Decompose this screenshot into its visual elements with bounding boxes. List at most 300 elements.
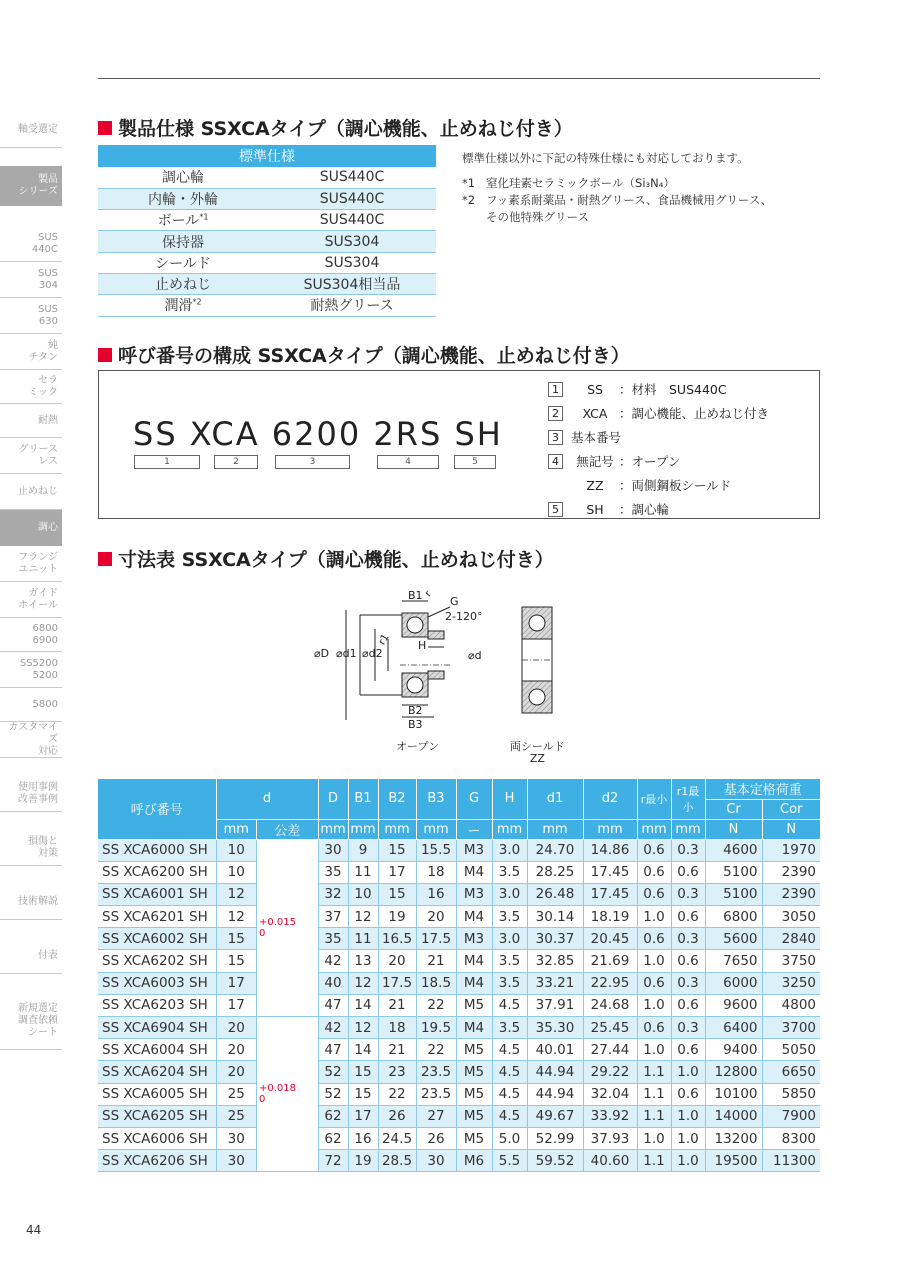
value-cell: 21.69 (583, 950, 637, 972)
nav-item-label: グリース レス (18, 443, 58, 467)
dimension-table (98, 779, 820, 1172)
value-cell: 16 (348, 1127, 378, 1149)
value-cell: 0.6 (637, 861, 671, 883)
value-cell: 6800 (705, 906, 762, 928)
value-cell: 21 (416, 950, 456, 972)
value-cell: 23.5 (416, 1061, 456, 1083)
col-D: D (318, 779, 348, 819)
table-row (98, 950, 820, 972)
designation-item-code: SS (587, 381, 603, 397)
value-cell: 5050 (762, 1039, 820, 1061)
spec-key (98, 273, 268, 294)
page-number: 44 (26, 1223, 42, 1237)
spec-row (98, 252, 436, 273)
nav-item[interactable] (0, 474, 62, 510)
spec-title: 製品仕様 SSXCAタイプ（調心機能、止めねじ付き） (118, 118, 573, 140)
value-cell: 2840 (762, 928, 820, 950)
value-cell: 14 (348, 994, 378, 1016)
label-b2: B2 (408, 704, 423, 717)
value-cell: 17 (216, 972, 256, 994)
value-cell: 17 (378, 861, 416, 883)
designation-item-code: XCA (582, 405, 608, 421)
spec-notes-intro: 標準仕様以外に下記の特殊仕様にも対応しております。 (462, 151, 749, 165)
part-number-cell: SS XCA6005 SH (98, 1083, 216, 1105)
value-cell: 37.93 (583, 1127, 637, 1149)
spec-value: SUS304相当品 (268, 273, 436, 294)
nav-item-label: 純 チタン (28, 339, 58, 363)
value-cell: 30 (318, 839, 348, 861)
nav-item[interactable] (0, 992, 62, 1050)
designation-item-code: SH (586, 501, 604, 517)
spec-row (98, 273, 436, 294)
designation-item (548, 401, 769, 425)
nav-item-label: SUS 304 (37, 267, 58, 291)
value-cell: 14 (348, 1039, 378, 1061)
value-cell: 15 (378, 883, 416, 905)
spec-key (98, 252, 268, 273)
spec-table-header: 標準仕様 (98, 145, 436, 167)
col-d: d (216, 779, 318, 819)
nav-item[interactable] (0, 404, 62, 438)
value-cell: 4.5 (492, 1061, 527, 1083)
caption-open: オープン (396, 740, 440, 753)
value-cell: 0.6 (637, 928, 671, 950)
col-cr: Cr (705, 799, 762, 819)
col-cor: Cor (762, 799, 820, 819)
value-cell: 40 (318, 972, 348, 994)
value-cell: 24.68 (583, 994, 637, 1016)
value-cell: 2390 (762, 861, 820, 883)
value-cell: 3050 (762, 906, 820, 928)
value-cell: 3.5 (492, 972, 527, 994)
value-cell: M3 (456, 839, 492, 861)
value-cell: 1.0 (637, 994, 671, 1016)
designation-item-number: 5 (548, 502, 563, 517)
value-cell: 5.5 (492, 1150, 527, 1172)
designation-item-code: ZZ (586, 477, 604, 493)
designation-title: 呼び番号の構成 SSXCAタイプ（調心機能、止めねじ付き） (118, 345, 630, 367)
nav-item[interactable] (0, 618, 62, 652)
nav-item[interactable] (0, 688, 62, 722)
value-cell: 19 (378, 906, 416, 928)
code-part-box: 4 (377, 455, 439, 469)
value-cell: 3.0 (492, 883, 527, 905)
value-cell: 40.01 (527, 1039, 583, 1061)
label-d: ⌀d (468, 649, 482, 662)
part-number-cell: SS XCA6200 SH (98, 861, 216, 883)
spec-row (98, 188, 436, 209)
value-cell: 35 (318, 928, 348, 950)
value-cell: 26.48 (527, 883, 583, 905)
nav-item-label: SS5200 5200 (19, 657, 58, 681)
value-cell: 23.5 (416, 1083, 456, 1105)
dimension-heading (98, 545, 554, 572)
value-cell: 4600 (705, 839, 762, 861)
value-cell: 40.60 (583, 1150, 637, 1172)
table-row (98, 928, 820, 950)
value-cell: 24.5 (378, 1127, 416, 1149)
value-cell: 12800 (705, 1061, 762, 1083)
spec-key-text: 内輪・外輪 (148, 191, 218, 208)
value-cell: 14000 (705, 1105, 762, 1127)
nav-item[interactable] (0, 510, 62, 546)
spec-key-text: ボール (157, 213, 200, 230)
unit-cell: N (705, 819, 762, 839)
table-row (98, 972, 820, 994)
nav-item-label: 製品 シリーズ (18, 174, 58, 197)
value-cell: 12 (348, 1017, 378, 1039)
value-cell: 0.3 (671, 972, 705, 994)
note-mark: *2 (462, 193, 476, 207)
unit-cell: N (762, 819, 820, 839)
part-number-cell: SS XCA6205 SH (98, 1105, 216, 1127)
unit-cell: mm (527, 819, 583, 839)
unit-cell: mm (416, 819, 456, 839)
value-cell: 20 (216, 1039, 256, 1061)
nav-item[interactable] (0, 546, 62, 582)
value-cell: 18.5 (416, 972, 456, 994)
nav-item[interactable] (0, 830, 62, 866)
nav-item-label: セラ ミック (28, 374, 58, 398)
value-cell: 18 (416, 861, 456, 883)
value-cell: M5 (456, 1061, 492, 1083)
value-cell: 21 (378, 1039, 416, 1061)
designation-legend (548, 377, 769, 521)
value-cell: 25.45 (583, 1017, 637, 1039)
part-number-cell: SS XCA6006 SH (98, 1127, 216, 1149)
value-cell: 20.45 (583, 928, 637, 950)
table-row (98, 839, 820, 861)
nav-item[interactable] (0, 334, 62, 370)
part-number-cell: SS XCA6202 SH (98, 950, 216, 972)
nav-item-label: SUS 440C (31, 231, 58, 255)
part-number-cell: SS XCA6206 SH (98, 1150, 216, 1172)
value-cell: 3.0 (492, 839, 527, 861)
spec-footnote-mark: *2 (192, 297, 202, 307)
value-cell: 19.5 (416, 1017, 456, 1039)
value-cell: 0.3 (671, 883, 705, 905)
value-cell: 44.94 (527, 1083, 583, 1105)
label-g: G (450, 595, 459, 608)
bearing-diagram (300, 585, 620, 770)
label-d1: ⌀d1 (336, 647, 357, 660)
value-cell: 30.14 (527, 906, 583, 928)
top-rule (98, 78, 820, 79)
label-b3: B3 (408, 718, 423, 731)
shield-bearing-section (522, 607, 552, 713)
designation-item (548, 473, 769, 497)
nav-item[interactable] (0, 370, 62, 404)
col-r: r最小 (637, 779, 671, 819)
value-cell: 6650 (762, 1061, 820, 1083)
value-cell: 22 (416, 994, 456, 1016)
code-part-box: 5 (454, 455, 496, 469)
col-load: 基本定格荷重 (705, 779, 820, 799)
red-square-icon (98, 552, 112, 566)
value-cell: 1.0 (637, 906, 671, 928)
part-number-cell: SS XCA6203 SH (98, 994, 216, 1016)
nav-item-label: 調心 (38, 522, 58, 533)
col-G: G (456, 779, 492, 819)
label-b1: B1 (408, 589, 423, 602)
value-cell: 33.92 (583, 1105, 637, 1127)
nav-item[interactable] (0, 776, 62, 812)
value-cell: 0.3 (671, 839, 705, 861)
col-B1: B1 (348, 779, 378, 819)
label-angle: 2-120° (445, 610, 483, 623)
value-cell: 30 (216, 1127, 256, 1149)
col-H: H (492, 779, 527, 819)
spec-row (98, 210, 436, 231)
label-dd: ⌀D (314, 647, 330, 660)
value-cell: M4 (456, 1017, 492, 1039)
value-cell: 10 (216, 861, 256, 883)
note-text: 窒化珪素セラミックボール（Si₃N₄） (486, 176, 675, 190)
value-cell: 42 (318, 950, 348, 972)
value-cell: 11 (348, 928, 378, 950)
value-cell: 17 (216, 994, 256, 1016)
spec-row (98, 231, 436, 252)
value-cell: 12 (216, 883, 256, 905)
value-cell: 24.70 (527, 839, 583, 861)
value-cell: 0.6 (637, 839, 671, 861)
value-cell: 62 (318, 1127, 348, 1149)
value-cell: 16 (416, 883, 456, 905)
value-cell: 4.5 (492, 1105, 527, 1127)
spec-note (462, 209, 772, 226)
value-cell: 13 (348, 950, 378, 972)
unit-cell: mm (318, 819, 348, 839)
value-cell: M4 (456, 861, 492, 883)
value-cell: M5 (456, 1105, 492, 1127)
caption-shield: 両シールド ZZ (510, 740, 565, 765)
nav-item[interactable] (0, 652, 62, 688)
nav-item[interactable] (0, 112, 62, 148)
nav-item-label: フランジ ユニット (18, 551, 58, 575)
nav-item[interactable] (0, 884, 62, 920)
unit-cell: mm (583, 819, 637, 839)
value-cell: 16.5 (378, 928, 416, 950)
value-cell: 3.5 (492, 1017, 527, 1039)
value-cell: 5600 (705, 928, 762, 950)
value-cell: 18.19 (583, 906, 637, 928)
value-cell: 4.5 (492, 994, 527, 1016)
table-row (98, 994, 820, 1016)
value-cell: 27 (416, 1105, 456, 1127)
spec-note (462, 192, 772, 209)
designation-code: SS XCA 6200 2RS SH (133, 415, 503, 453)
value-cell: 62 (318, 1105, 348, 1127)
spec-note (462, 175, 772, 192)
nav-item-label: 損傷と 対策 (28, 835, 58, 859)
spec-value: SUS440C (268, 188, 436, 209)
value-cell: 15 (348, 1061, 378, 1083)
open-bearing-section (346, 601, 450, 720)
part-number-cell: SS XCA6003 SH (98, 972, 216, 994)
table-row (98, 861, 820, 883)
spec-heading (98, 114, 573, 141)
unit-cell: mm (637, 819, 671, 839)
nav-item[interactable] (0, 938, 62, 974)
code-part-box: 2 (214, 455, 258, 469)
value-cell: 2390 (762, 883, 820, 905)
code-part-box: 1 (134, 455, 200, 469)
part-number-cell: SS XCA6201 SH (98, 906, 216, 928)
value-cell: 28.5 (378, 1150, 416, 1172)
value-cell: 26 (416, 1127, 456, 1149)
value-cell: 20 (216, 1061, 256, 1083)
value-cell: 35 (318, 861, 348, 883)
value-cell: 4.5 (492, 1039, 527, 1061)
value-cell: 59.52 (527, 1150, 583, 1172)
value-cell: 6400 (705, 1017, 762, 1039)
table-row (98, 1039, 820, 1061)
value-cell: 0.6 (637, 972, 671, 994)
col-B3: B3 (416, 779, 456, 819)
value-cell: 9400 (705, 1039, 762, 1061)
nav-item-label: 付表 (38, 949, 58, 961)
value-cell: 33.21 (527, 972, 583, 994)
value-cell: 29.22 (583, 1061, 637, 1083)
designation-item-number: 2 (548, 406, 563, 421)
value-cell: 0.6 (671, 1083, 705, 1105)
value-cell: 10 (348, 883, 378, 905)
value-cell: 0.3 (671, 1017, 705, 1039)
nav-item-label: 止めねじ (18, 485, 58, 497)
nav-item[interactable] (0, 226, 62, 262)
nav-item[interactable] (0, 298, 62, 334)
label-d2: ⌀d2 (362, 647, 383, 660)
designation-box (98, 370, 820, 519)
designation-item-desc: ：調心機能、止めねじ付き (619, 406, 770, 421)
table-row (98, 1061, 820, 1083)
value-cell: 3.5 (492, 950, 527, 972)
value-cell: M3 (456, 928, 492, 950)
value-cell: M5 (456, 994, 492, 1016)
nav-item-label: 耐熱 (38, 414, 58, 426)
nav-item[interactable] (0, 262, 62, 298)
nav-item[interactable] (0, 722, 62, 758)
value-cell: 1.0 (671, 1150, 705, 1172)
value-cell: 1.1 (637, 1083, 671, 1105)
spec-key (98, 231, 268, 252)
nav-item-label: SUS 630 (37, 303, 58, 327)
value-cell: 7900 (762, 1105, 820, 1127)
value-cell: 3750 (762, 950, 820, 972)
label-r1: r1 (376, 632, 392, 647)
value-cell: 21 (378, 994, 416, 1016)
spec-value: SUS304 (268, 231, 436, 252)
value-cell: 26 (378, 1105, 416, 1127)
value-cell: 1.1 (637, 1150, 671, 1172)
value-cell: 9600 (705, 994, 762, 1016)
value-cell: 11300 (762, 1150, 820, 1172)
value-cell: 1.0 (671, 1127, 705, 1149)
value-cell: 5100 (705, 883, 762, 905)
spec-key-text: 調心輪 (162, 170, 204, 187)
table-row (98, 1150, 820, 1172)
value-cell: 32.04 (583, 1083, 637, 1105)
nav-item-label: ガイド ホイール (18, 587, 58, 611)
designation-item-desc: ：オープン (619, 454, 681, 469)
value-cell: 28.25 (527, 861, 583, 883)
value-cell: M3 (456, 883, 492, 905)
value-cell: 1.0 (637, 950, 671, 972)
value-cell: 5.0 (492, 1127, 527, 1149)
value-cell: 32.85 (527, 950, 583, 972)
nav-item-label: 軸受選定 (18, 123, 58, 135)
nav-item[interactable] (0, 166, 62, 206)
note-mark (462, 209, 486, 226)
unit-cell: mm (492, 819, 527, 839)
value-cell: 14.86 (583, 839, 637, 861)
value-cell: 22 (416, 1039, 456, 1061)
value-cell: 17.45 (583, 861, 637, 883)
spec-key-text: 保持器 (162, 234, 204, 251)
value-cell: 12 (348, 906, 378, 928)
value-cell: 4800 (762, 994, 820, 1016)
nav-item-label: 技術解説 (18, 895, 58, 907)
spec-key-text: シールド (155, 255, 211, 272)
value-cell: 15 (378, 839, 416, 861)
value-cell: 13200 (705, 1127, 762, 1149)
col-d2: d2 (583, 779, 637, 819)
value-cell: 0.6 (671, 906, 705, 928)
table-row (98, 906, 820, 928)
designation-item-desc: ：材料 SUS440C (619, 382, 727, 397)
nav-item[interactable] (0, 438, 62, 474)
value-cell: 1970 (762, 839, 820, 861)
value-cell: 20 (416, 906, 456, 928)
designation-item-number: 3 (548, 430, 563, 445)
value-cell: 17.45 (583, 883, 637, 905)
value-cell: 10100 (705, 1083, 762, 1105)
tolerance-cell: +0.018 0 (256, 1017, 318, 1172)
value-cell: 1.1 (637, 1061, 671, 1083)
value-cell: 3250 (762, 972, 820, 994)
spec-key (98, 210, 268, 231)
value-cell: 23 (378, 1061, 416, 1083)
value-cell: 12 (348, 972, 378, 994)
value-cell: M5 (456, 1083, 492, 1105)
spec-row (98, 295, 436, 316)
value-cell: 52 (318, 1061, 348, 1083)
designation-item-desc: ：両側鋼板シールド (619, 478, 732, 493)
bearing-drawing (300, 585, 620, 745)
value-cell: 10 (216, 839, 256, 861)
spec-key (98, 167, 268, 188)
value-cell: 1.0 (637, 1039, 671, 1061)
value-cell: 32 (318, 883, 348, 905)
designation-item-number: 1 (548, 382, 563, 397)
value-cell: 19500 (705, 1150, 762, 1172)
value-cell: 20 (378, 950, 416, 972)
nav-item-label: 使用事例 改善事例 (18, 781, 58, 805)
value-cell: 15 (348, 1083, 378, 1105)
value-cell: 30 (416, 1150, 456, 1172)
value-cell: 17.5 (378, 972, 416, 994)
red-square-icon (98, 348, 112, 362)
value-cell: 3.0 (492, 928, 527, 950)
part-number-cell: SS XCA6002 SH (98, 928, 216, 950)
value-cell: 15.5 (416, 839, 456, 861)
value-cell: 3.5 (492, 861, 527, 883)
value-cell: 18 (378, 1017, 416, 1039)
value-cell: 0.6 (671, 994, 705, 1016)
designation-item (548, 425, 769, 449)
unit-cell: ー (456, 819, 492, 839)
nav-item[interactable] (0, 582, 62, 618)
